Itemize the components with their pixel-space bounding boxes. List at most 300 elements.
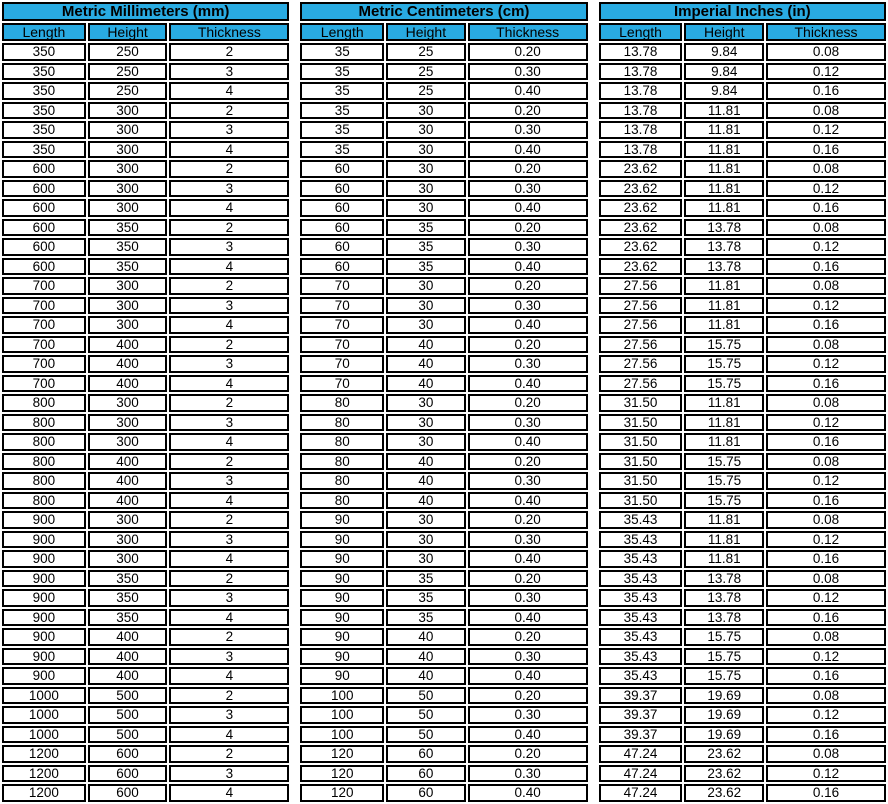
table-row xyxy=(599,355,886,373)
cell: 19.69 xyxy=(684,706,764,724)
cell: 2 xyxy=(169,102,289,120)
cell: 2 xyxy=(169,160,289,178)
cell: 31.50 xyxy=(599,433,683,451)
cell: 3 xyxy=(169,531,289,549)
table-row xyxy=(2,492,289,510)
cell: 700 xyxy=(2,316,86,334)
cell: 35.43 xyxy=(599,667,683,685)
cell: 900 xyxy=(2,609,86,627)
cell: 30 xyxy=(386,277,466,295)
cell: 0.20 xyxy=(468,628,588,646)
cell: 35.43 xyxy=(599,531,683,549)
cell: 39.37 xyxy=(599,687,683,705)
table-row xyxy=(599,687,886,705)
table-row xyxy=(599,472,886,490)
cell: 27.56 xyxy=(599,297,683,315)
cell: 30 xyxy=(386,180,466,198)
cell: 300 xyxy=(88,297,168,315)
table-row xyxy=(2,316,289,334)
cell: 0.30 xyxy=(468,180,588,198)
cell: 70 xyxy=(300,375,384,393)
cell: 40 xyxy=(386,648,466,666)
table-row xyxy=(300,199,587,217)
column-header: Height xyxy=(684,23,764,41)
cell: 500 xyxy=(88,726,168,744)
cell: 35 xyxy=(386,589,466,607)
cell: 60 xyxy=(300,219,384,237)
cell: 350 xyxy=(88,238,168,256)
table-row xyxy=(2,141,289,159)
table-row xyxy=(2,82,289,100)
cell: 2 xyxy=(169,219,289,237)
table-row xyxy=(599,82,886,100)
cell: 90 xyxy=(300,511,384,529)
cell: 100 xyxy=(300,706,384,724)
cell: 300 xyxy=(88,531,168,549)
cell: 350 xyxy=(88,258,168,276)
cell: 4 xyxy=(169,82,289,100)
table-row xyxy=(300,648,587,666)
cell: 23.62 xyxy=(599,258,683,276)
cell: 35.43 xyxy=(599,609,683,627)
cell: 0.08 xyxy=(766,745,886,763)
cell: 0.16 xyxy=(766,258,886,276)
cell: 0.12 xyxy=(766,765,886,783)
cell: 900 xyxy=(2,667,86,685)
cell: 11.81 xyxy=(684,277,764,295)
cell: 0.12 xyxy=(766,297,886,315)
cell: 0.30 xyxy=(468,648,588,666)
cell: 1000 xyxy=(2,726,86,744)
table-row xyxy=(2,199,289,217)
cell: 0.16 xyxy=(766,82,886,100)
cell: 23.62 xyxy=(599,199,683,217)
table-row xyxy=(300,570,587,588)
table-row xyxy=(2,511,289,529)
cell: 0.40 xyxy=(468,784,588,802)
table-row xyxy=(599,43,886,61)
cell: 0.20 xyxy=(468,453,588,471)
cell: 35 xyxy=(300,102,384,120)
cell: 0.30 xyxy=(468,238,588,256)
cell: 600 xyxy=(88,765,168,783)
table-row xyxy=(2,784,289,802)
table-row xyxy=(599,628,886,646)
cell: 60 xyxy=(300,238,384,256)
cell: 3 xyxy=(169,238,289,256)
table-row xyxy=(300,219,587,237)
table-row xyxy=(599,550,886,568)
cell: 120 xyxy=(300,784,384,802)
cell: 0.08 xyxy=(766,102,886,120)
table-row xyxy=(300,531,587,549)
cell: 31.50 xyxy=(599,492,683,510)
cell: 23.62 xyxy=(599,219,683,237)
cell: 0.08 xyxy=(766,43,886,61)
cell: 0.16 xyxy=(766,550,886,568)
table-row xyxy=(300,745,587,763)
table-row xyxy=(2,160,289,178)
cm-table xyxy=(298,0,589,804)
table-row xyxy=(2,394,289,412)
table-row xyxy=(300,628,587,646)
cell: 11.81 xyxy=(684,199,764,217)
cell: 25 xyxy=(386,63,466,81)
cell: 3 xyxy=(169,648,289,666)
cell: 300 xyxy=(88,511,168,529)
cell: 13.78 xyxy=(599,43,683,61)
cell: 2 xyxy=(169,336,289,354)
cell: 70 xyxy=(300,297,384,315)
cell: 27.56 xyxy=(599,316,683,334)
cell: 0.08 xyxy=(766,687,886,705)
table-row xyxy=(300,277,587,295)
cell: 35 xyxy=(300,121,384,139)
table-row xyxy=(2,589,289,607)
cell: 47.24 xyxy=(599,765,683,783)
cell: 80 xyxy=(300,492,384,510)
cell: 0.08 xyxy=(766,570,886,588)
cell: 0.12 xyxy=(766,180,886,198)
cell: 60 xyxy=(386,784,466,802)
cell: 4 xyxy=(169,199,289,217)
cell: 0.40 xyxy=(468,433,588,451)
table-row xyxy=(599,63,886,81)
cell: 90 xyxy=(300,648,384,666)
cell: 35.43 xyxy=(599,628,683,646)
cell: 35 xyxy=(386,570,466,588)
cell: 11.81 xyxy=(684,433,764,451)
cell: 15.75 xyxy=(684,375,764,393)
cell: 0.12 xyxy=(766,63,886,81)
cell: 13.78 xyxy=(599,63,683,81)
cell: 40 xyxy=(386,355,466,373)
cell: 11.81 xyxy=(684,414,764,432)
cell: 300 xyxy=(88,121,168,139)
cell: 13.78 xyxy=(684,258,764,276)
cell: 0.12 xyxy=(766,238,886,256)
table-row xyxy=(300,82,587,100)
cell: 600 xyxy=(88,745,168,763)
cell: 0.40 xyxy=(468,492,588,510)
table-row xyxy=(300,589,587,607)
table-row xyxy=(300,784,587,802)
table-row xyxy=(300,316,587,334)
cell: 0.16 xyxy=(766,726,886,744)
cell: 0.12 xyxy=(766,648,886,666)
table-row xyxy=(599,609,886,627)
cell: 4 xyxy=(169,141,289,159)
column-header: Thickness xyxy=(468,23,588,41)
cell: 13.78 xyxy=(684,238,764,256)
cell: 400 xyxy=(88,355,168,373)
cell: 0.16 xyxy=(766,784,886,802)
cell: 3 xyxy=(169,472,289,490)
cell: 40 xyxy=(386,336,466,354)
table-row xyxy=(300,550,587,568)
cell: 35 xyxy=(386,609,466,627)
cell: 350 xyxy=(2,141,86,159)
cell: 800 xyxy=(2,453,86,471)
cell: 4 xyxy=(169,784,289,802)
table-row xyxy=(300,492,587,510)
group-title: Metric Millimeters (mm) xyxy=(2,2,289,21)
cell: 60 xyxy=(300,258,384,276)
cell: 0.20 xyxy=(468,277,588,295)
table-row xyxy=(2,63,289,81)
cell: 0.12 xyxy=(766,121,886,139)
cell: 60 xyxy=(300,199,384,217)
table-row xyxy=(2,102,289,120)
column-header: Length xyxy=(599,23,683,41)
group-title: Imperial Inches (in) xyxy=(599,2,886,21)
cell: 0.08 xyxy=(766,453,886,471)
cell: 15.75 xyxy=(684,355,764,373)
table-row xyxy=(300,160,587,178)
table-row xyxy=(300,394,587,412)
cell: 11.81 xyxy=(684,141,764,159)
table-row xyxy=(599,141,886,159)
cell: 350 xyxy=(88,589,168,607)
cell: 90 xyxy=(300,589,384,607)
table-row xyxy=(599,589,886,607)
cell: 35.43 xyxy=(599,648,683,666)
cell: 3 xyxy=(169,63,289,81)
cell: 25 xyxy=(386,43,466,61)
table-row xyxy=(599,160,886,178)
cell: 900 xyxy=(2,550,86,568)
column-header: Height xyxy=(88,23,168,41)
cell: 15.75 xyxy=(684,336,764,354)
table-row xyxy=(599,726,886,744)
cell: 3 xyxy=(169,414,289,432)
cell: 0.20 xyxy=(468,43,588,61)
cell: 13.78 xyxy=(684,570,764,588)
cell: 3 xyxy=(169,765,289,783)
cell: 11.81 xyxy=(684,511,764,529)
cell: 70 xyxy=(300,355,384,373)
cell: 0.30 xyxy=(468,355,588,373)
cell: 39.37 xyxy=(599,706,683,724)
cell: 11.81 xyxy=(684,297,764,315)
cell: 0.20 xyxy=(468,160,588,178)
table-row xyxy=(599,180,886,198)
table-row xyxy=(2,258,289,276)
cell: 0.30 xyxy=(468,63,588,81)
cell: 300 xyxy=(88,433,168,451)
cell: 9.84 xyxy=(684,63,764,81)
cell: 0.16 xyxy=(766,609,886,627)
table-row xyxy=(300,511,587,529)
cell: 300 xyxy=(88,394,168,412)
cell: 0.20 xyxy=(468,511,588,529)
cell: 300 xyxy=(88,550,168,568)
cell: 30 xyxy=(386,433,466,451)
cell: 0.40 xyxy=(468,141,588,159)
table-row xyxy=(300,414,587,432)
cell: 0.30 xyxy=(468,121,588,139)
cell: 2 xyxy=(169,453,289,471)
table-row xyxy=(599,297,886,315)
table-row xyxy=(2,472,289,490)
cell: 0.30 xyxy=(468,531,588,549)
cell: 0.16 xyxy=(766,667,886,685)
table-row xyxy=(599,316,886,334)
column-header: Length xyxy=(2,23,86,41)
cell: 0.30 xyxy=(468,765,588,783)
cell: 35 xyxy=(386,219,466,237)
cell: 1200 xyxy=(2,765,86,783)
cell: 35.43 xyxy=(599,511,683,529)
table-row xyxy=(599,745,886,763)
cell: 4 xyxy=(169,667,289,685)
table-row xyxy=(2,570,289,588)
cell: 0.40 xyxy=(468,199,588,217)
table-row xyxy=(2,609,289,627)
table-row xyxy=(599,492,886,510)
cell: 50 xyxy=(386,726,466,744)
cell: 11.81 xyxy=(684,316,764,334)
cell: 1000 xyxy=(2,706,86,724)
table-row xyxy=(2,765,289,783)
cell: 23.62 xyxy=(599,160,683,178)
table-row xyxy=(300,726,587,744)
table-row xyxy=(2,453,289,471)
cell: 0.20 xyxy=(468,102,588,120)
cell: 600 xyxy=(2,160,86,178)
cell: 35 xyxy=(300,63,384,81)
cell: 100 xyxy=(300,687,384,705)
cell: 800 xyxy=(2,394,86,412)
cell: 100 xyxy=(300,726,384,744)
cell: 23.62 xyxy=(684,784,764,802)
table-row xyxy=(300,180,587,198)
cell: 800 xyxy=(2,414,86,432)
cell: 3 xyxy=(169,180,289,198)
mm-table xyxy=(0,0,291,804)
cell: 90 xyxy=(300,667,384,685)
table-row xyxy=(300,687,587,705)
cell: 700 xyxy=(2,336,86,354)
cell: 0.30 xyxy=(468,414,588,432)
cell: 350 xyxy=(2,121,86,139)
cell: 15.75 xyxy=(684,628,764,646)
cell: 800 xyxy=(2,472,86,490)
cell: 3 xyxy=(169,355,289,373)
cell: 2 xyxy=(169,628,289,646)
table-row xyxy=(300,43,587,61)
cell: 350 xyxy=(2,63,86,81)
cell: 700 xyxy=(2,297,86,315)
table-row xyxy=(2,180,289,198)
cell: 11.81 xyxy=(684,531,764,549)
cell: 90 xyxy=(300,570,384,588)
cell: 350 xyxy=(2,43,86,61)
cell: 30 xyxy=(386,160,466,178)
cell: 23.62 xyxy=(599,238,683,256)
cell: 13.78 xyxy=(599,141,683,159)
cell: 1000 xyxy=(2,687,86,705)
cell: 0.08 xyxy=(766,219,886,237)
cell: 0.20 xyxy=(468,570,588,588)
table-row xyxy=(2,414,289,432)
table-row xyxy=(300,609,587,627)
cell: 39.37 xyxy=(599,726,683,744)
cell: 30 xyxy=(386,297,466,315)
table-row xyxy=(2,706,289,724)
cell: 23.62 xyxy=(599,180,683,198)
table-row xyxy=(599,336,886,354)
cell: 40 xyxy=(386,492,466,510)
cell: 47.24 xyxy=(599,784,683,802)
cell: 3 xyxy=(169,589,289,607)
table-row xyxy=(599,765,886,783)
table-row xyxy=(599,258,886,276)
cell: 30 xyxy=(386,511,466,529)
cell: 2 xyxy=(169,394,289,412)
table-row xyxy=(599,667,886,685)
cell: 11.81 xyxy=(684,180,764,198)
in-table xyxy=(597,0,888,804)
cell: 0.30 xyxy=(468,706,588,724)
cell: 47.24 xyxy=(599,745,683,763)
table-row xyxy=(2,648,289,666)
cell: 1200 xyxy=(2,745,86,763)
table-row xyxy=(2,121,289,139)
cell: 300 xyxy=(88,160,168,178)
cell: 11.81 xyxy=(684,121,764,139)
cell: 900 xyxy=(2,531,86,549)
cell: 13.78 xyxy=(599,102,683,120)
table-row xyxy=(599,102,886,120)
cell: 300 xyxy=(88,180,168,198)
cell: 0.20 xyxy=(468,745,588,763)
table-row xyxy=(599,121,886,139)
cell: 4 xyxy=(169,550,289,568)
table-row xyxy=(599,433,886,451)
cell: 13.78 xyxy=(684,609,764,627)
cell: 30 xyxy=(386,199,466,217)
cell: 0.40 xyxy=(468,82,588,100)
cell: 2 xyxy=(169,570,289,588)
cell: 27.56 xyxy=(599,375,683,393)
cell: 0.30 xyxy=(468,297,588,315)
cell: 35.43 xyxy=(599,589,683,607)
cell: 2 xyxy=(169,745,289,763)
cell: 2 xyxy=(169,277,289,295)
cell: 700 xyxy=(2,277,86,295)
cell: 0.12 xyxy=(766,589,886,607)
table-row xyxy=(300,297,587,315)
cell: 500 xyxy=(88,687,168,705)
cell: 800 xyxy=(2,433,86,451)
cell: 250 xyxy=(88,43,168,61)
table-row xyxy=(2,277,289,295)
cell: 400 xyxy=(88,628,168,646)
cell: 27.56 xyxy=(599,336,683,354)
table-row xyxy=(2,628,289,646)
cell: 0.08 xyxy=(766,277,886,295)
table-row xyxy=(300,472,587,490)
cell: 40 xyxy=(386,667,466,685)
cell: 0.12 xyxy=(766,414,886,432)
table-row xyxy=(2,433,289,451)
table-row xyxy=(2,43,289,61)
table-row xyxy=(2,726,289,744)
cell: 4 xyxy=(169,433,289,451)
cell: 11.81 xyxy=(684,160,764,178)
cell: 13.78 xyxy=(684,219,764,237)
